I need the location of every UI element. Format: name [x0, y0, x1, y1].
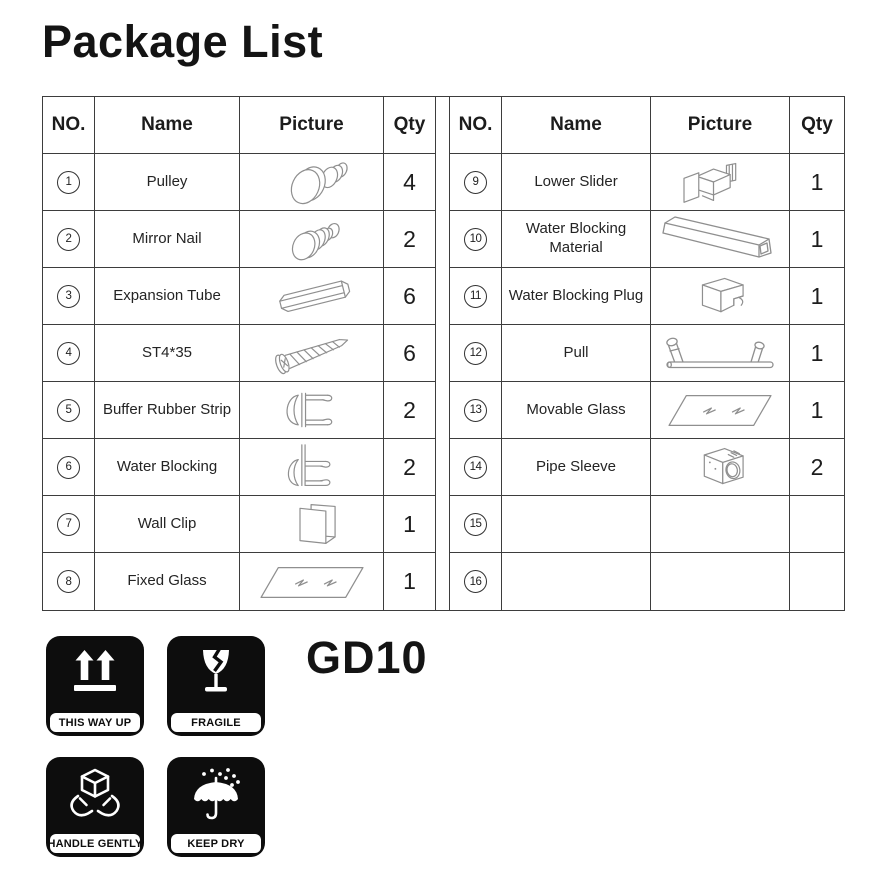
this-way-up-icon	[46, 636, 144, 712]
model-number: GD10	[306, 632, 428, 683]
row-no-cell	[450, 268, 502, 325]
row-no-cell	[43, 211, 95, 268]
row-no-cell	[450, 154, 502, 211]
this-way-up-mark	[46, 636, 144, 736]
lower-slider-picture	[651, 154, 790, 211]
item-name: Pull	[502, 325, 651, 382]
col-header-qty: Qty	[384, 97, 435, 154]
item-name: Buffer Rubber Strip	[95, 382, 240, 439]
keep-dry-mark	[167, 757, 265, 857]
item-name: Water Blocking	[95, 439, 240, 496]
col-header-no: NO.	[450, 97, 502, 154]
row-no-cell	[43, 496, 95, 553]
item-number-badge: 8	[57, 570, 80, 593]
item-qty: 4	[384, 154, 435, 211]
table-right	[449, 96, 845, 611]
item-qty: 1	[790, 154, 844, 211]
col-header-name: Name	[502, 97, 651, 154]
row-no-cell	[43, 439, 95, 496]
col-header-no: NO.	[43, 97, 95, 154]
water-blocking-material-picture	[651, 211, 790, 268]
item-name: Fixed Glass	[95, 553, 240, 610]
movable-glass-picture	[651, 382, 790, 439]
item-qty	[790, 496, 844, 553]
item-number-badge: 4	[57, 342, 80, 365]
item-qty: 2	[790, 439, 844, 496]
item-name	[502, 496, 651, 553]
row-no-cell	[43, 268, 95, 325]
row-no-cell	[43, 382, 95, 439]
item-qty: 1	[790, 382, 844, 439]
col-header-name: Name	[95, 97, 240, 154]
row-no-cell	[450, 211, 502, 268]
row-no-cell	[450, 325, 502, 382]
item-number-badge: 12	[464, 342, 487, 365]
item-qty: 2	[384, 382, 435, 439]
row-no-cell	[450, 553, 502, 610]
col-header-picture: Picture	[651, 97, 790, 154]
water-blocking-picture	[240, 439, 384, 496]
item-number-badge: 3	[57, 285, 80, 308]
item-qty: 1	[790, 268, 844, 325]
item-number-badge: 9	[464, 171, 487, 194]
pull-handle-picture	[651, 325, 790, 382]
item-name: ST4*35	[95, 325, 240, 382]
pipe-sleeve-picture	[651, 439, 790, 496]
item-number-badge: 13	[464, 399, 487, 422]
row-no-cell	[450, 382, 502, 439]
fragile-mark	[167, 636, 265, 736]
item-qty: 1	[384, 496, 435, 553]
handle-gently-mark	[46, 757, 144, 857]
item-qty: 1	[403, 568, 416, 594]
package-list-table	[42, 96, 845, 611]
screw-picture	[240, 325, 384, 382]
item-name: Mirror Nail	[95, 211, 240, 268]
fixed-glass-picture	[240, 553, 384, 610]
table-divider	[436, 96, 449, 611]
row-no-cell	[43, 325, 95, 382]
mark-label: FRAGILE	[171, 713, 261, 732]
item-name: Wall Clip	[95, 496, 240, 553]
row-no-cell	[450, 496, 502, 553]
item-number-badge: 14	[464, 456, 487, 479]
row-no-cell	[450, 439, 502, 496]
item-qty: 6	[384, 268, 435, 325]
water-blocking-plug-picture	[651, 268, 790, 325]
item-number-badge: 11	[464, 285, 487, 308]
col-header-qty: Qty	[790, 97, 844, 154]
mark-label: THIS WAY UP	[50, 713, 140, 732]
item-number-badge: 16	[464, 570, 487, 593]
item-qty: 2	[384, 439, 435, 496]
keep-dry-icon	[167, 757, 265, 833]
item-number-badge: 10	[464, 228, 487, 251]
handle-gently-icon	[46, 757, 144, 833]
item-number-badge: 1	[57, 171, 80, 194]
buffer-rubber-strip-picture	[240, 382, 384, 439]
mirror-nail-picture	[240, 211, 384, 268]
item-name: Water Blocking Plug	[502, 268, 651, 325]
item-name: Expansion Tube	[95, 268, 240, 325]
item-qty: 1	[790, 325, 844, 382]
item-qty: 1	[790, 211, 844, 268]
item-name: Water Blocking Material	[502, 211, 651, 268]
table-left	[42, 96, 436, 611]
item-number-badge: 7	[57, 513, 80, 536]
item-number-badge: 6	[57, 456, 80, 479]
expansion-tube-picture	[240, 268, 384, 325]
item-name: Pipe Sleeve	[502, 439, 651, 496]
mark-label: KEEP DRY	[171, 834, 261, 853]
row-no-cell	[43, 154, 95, 211]
page-title: Package List	[42, 16, 324, 67]
col-header-picture: Picture	[240, 97, 384, 154]
wall-clip-picture	[240, 496, 384, 553]
pulley-picture	[240, 154, 384, 211]
picture-cell-empty	[651, 553, 790, 610]
fragile-icon	[167, 636, 265, 712]
item-qty	[790, 553, 844, 610]
item-name: Pulley	[95, 154, 240, 211]
item-name: Lower Slider	[502, 154, 651, 211]
item-number-badge: 15	[464, 513, 487, 536]
item-name	[502, 553, 651, 610]
item-name: Movable Glass	[502, 382, 651, 439]
item-number-badge: 5	[57, 399, 80, 422]
mark-label: HANDLE GENTLY	[50, 834, 140, 853]
row-no-cell	[43, 553, 95, 610]
item-qty: 6	[384, 325, 435, 382]
picture-cell-empty	[651, 496, 790, 553]
item-qty: 2	[384, 211, 435, 268]
item-number-badge: 2	[57, 228, 80, 251]
shipping-marks	[46, 636, 265, 857]
